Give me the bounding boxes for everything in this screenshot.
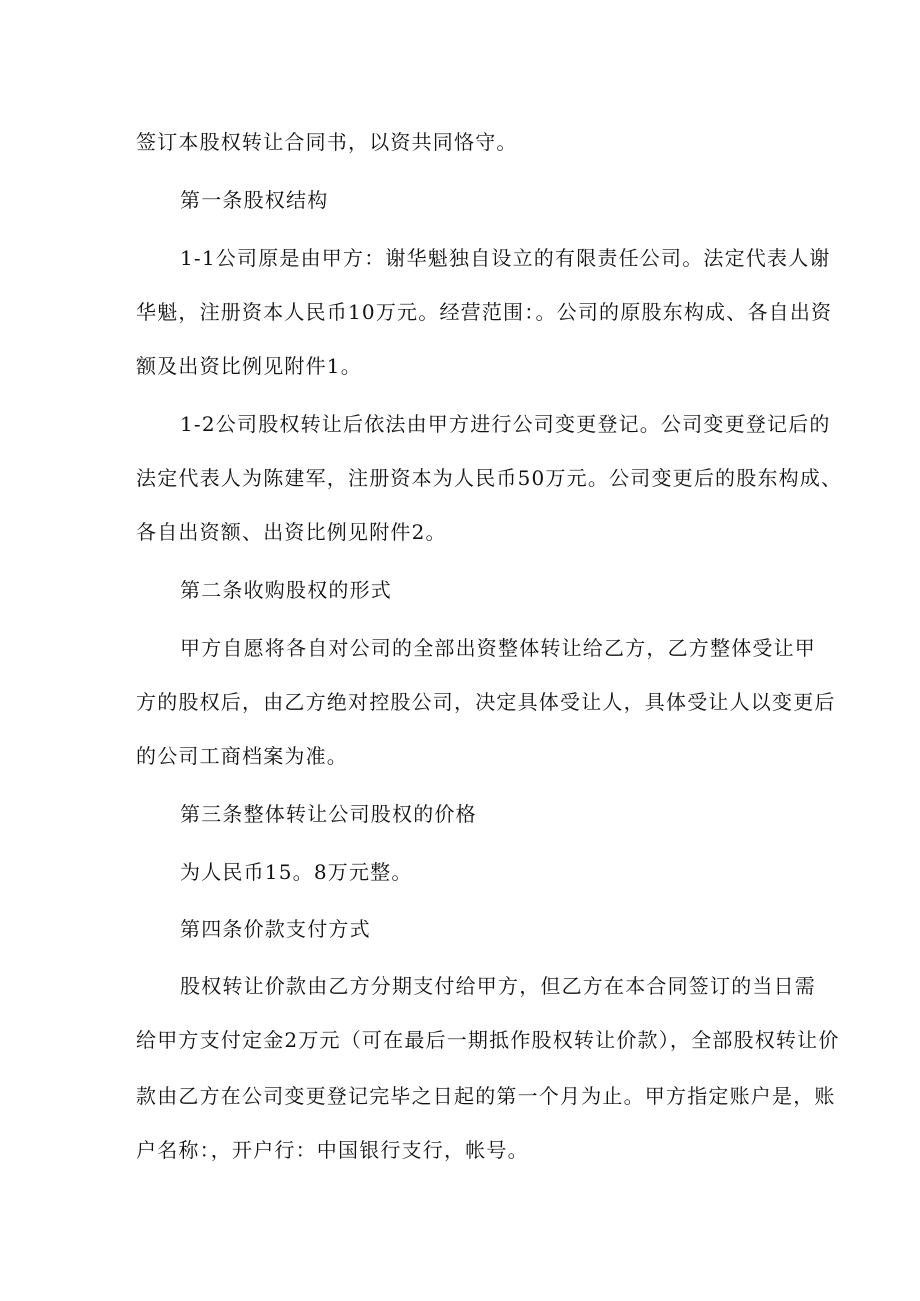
article-4-line-3: 款由乙方在公司变更登记完毕之日起的第一个月为止。甲方指定账户是，账 — [136, 1084, 836, 1108]
article-2-line-3: 的公司工商档案为准。 — [136, 744, 348, 768]
article-2-heading: 第二条收购股权的形式 — [180, 578, 392, 602]
clause-1-2-line-3: 各自出资额、出资比例见附件2。 — [136, 520, 447, 544]
clause-1-1-line-3: 额及出资比例见附件1。 — [136, 354, 362, 378]
article-4-line-4: 户名称：，开户行：中国银行支行，帐号。 — [136, 1138, 529, 1162]
clause-1-1-line-1: 1-1公司原是由甲方：谢华魁独自设立的有限责任公司。法定代表人谢 — [180, 246, 831, 270]
clause-1-2-line-1: 1-2公司股权转让后依法由甲方进行公司变更登记。公司变更登记后的 — [180, 412, 831, 436]
article-4-line-1: 股权转让价款由乙方分期支付给甲方，但乙方在本合同签订的当日需 — [180, 974, 816, 998]
article-4-heading: 第四条价款支付方式 — [180, 917, 371, 941]
article-3-price-line: 为人民币15。8万元整。 — [180, 860, 413, 884]
article-4-line-2: 给甲方支付定金2万元（可在最后一期抵作股权转让价款），全部股权转让价 — [136, 1028, 840, 1052]
clause-1-2-line-2: 法定代表人为陈建军，注册资本为人民币50万元。公司变更后的股东构成、 — [136, 466, 843, 490]
clause-1-1-line-2: 华魁，注册资本人民币10万元。经营范围：。公司的原股东构成、各自出资 — [136, 300, 833, 324]
article-3-heading: 第三条整体转让公司股权的价格 — [180, 802, 477, 826]
article-2-line-1: 甲方自愿将各自对公司的全部出资整体转让给乙方，乙方整体受让甲 — [180, 636, 816, 660]
article-1-heading: 第一条股权结构 — [180, 188, 329, 212]
paragraph-closing-line: 签订本股权转让合同书，以资共同恪守。 — [136, 130, 518, 154]
article-2-line-2: 方的股权后，由乙方绝对控股公司，决定具体受让人，具体受让人以变更后 — [136, 690, 836, 714]
